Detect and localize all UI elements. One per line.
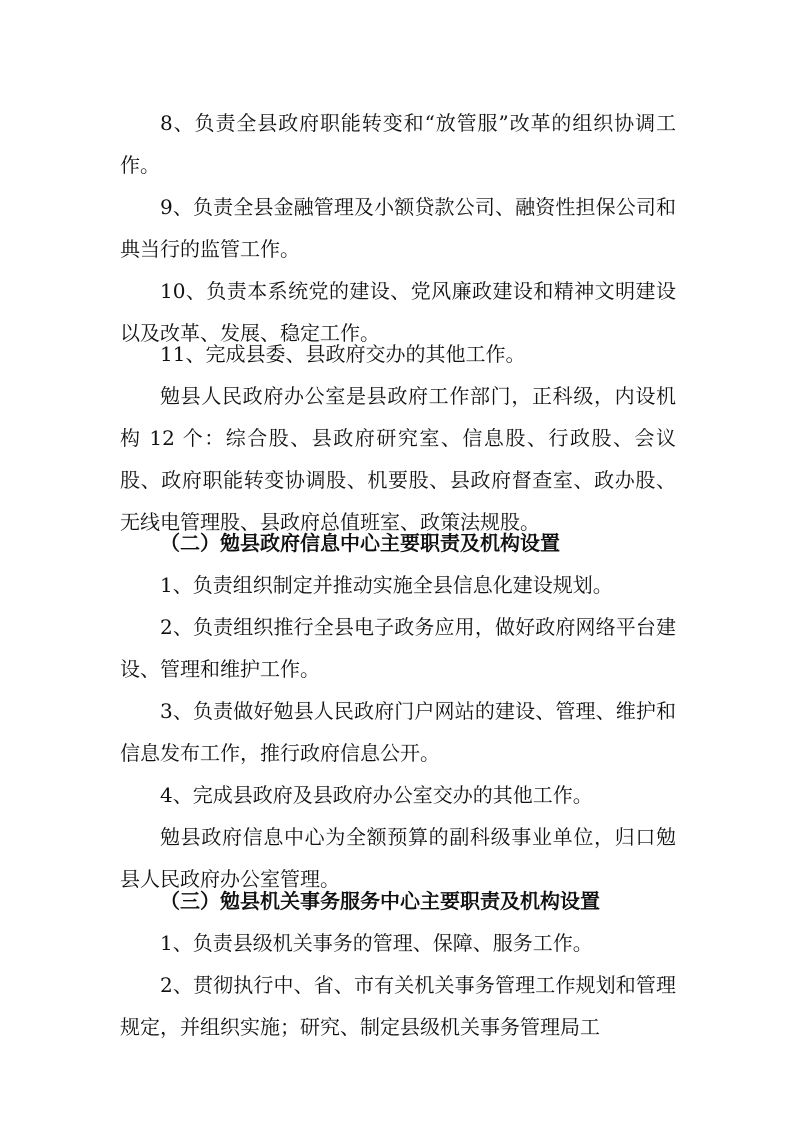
paragraph-item-8: 8、负责全县政府职能转变和“放管服”改革的组织协调工作。 [120, 111, 676, 177]
paragraph-info-center-3: 3、负责做好勉县人民政府门户网站的建设、管理、维护和信息发布工作，推行政府信息公开。 [120, 699, 676, 765]
section-heading-affairs-center: （三）勉县机关事务服务中心主要职责及机构设置 [160, 889, 600, 913]
paragraph-office-overview: 勉县人民政府办公室是县政府工作部门，正科级，内设机构 12 个：综合股、县政府研究室、信息股、行政股、会议股、政府职能转变协调股、机要股、县政府督查室、政办股、无线电管理股、县政府总值班室、政策法规股。 [120, 384, 676, 534]
paragraph-item-9: 9、负责全县金融管理及小额贷款公司、融资性担保公司和典当行的监管工作。 [120, 195, 676, 261]
paragraph-item-11: 11、完成县委、县政府交办的其他工作。 [160, 342, 526, 366]
section-heading-info-center: （二）勉县政府信息中心主要职责及机构设置 [160, 531, 560, 555]
paragraph-item-10: 10、负责本系统党的建设、党风廉政建设和精神文明建设以及改革、发展、稳定工作。 [120, 279, 676, 345]
paragraph-affairs-center-1: 1、负责县级机关事务的管理、保障、服务工作。 [160, 931, 593, 955]
paragraph-info-center-1: 1、负责组织制定并推动实施全县信息化建设规划。 [160, 573, 613, 597]
paragraph-affairs-center-2: 2、贯彻执行中、省、市有关机关事务管理工作规划和管理规定，并组织实施；研究、制定县级机关事务管理局工 [120, 973, 676, 1039]
paragraph-info-center-overview: 勉县政府信息中心为全额预算的副科级事业单位，归口勉县人民政府办公室管理。 [120, 825, 676, 891]
paragraph-info-center-2: 2、负责组织推行全县电子政务应用，做好政府网络平台建设、管理和维护工作。 [120, 615, 676, 681]
paragraph-info-center-4: 4、完成县政府及县政府办公室交办的其他工作。 [160, 783, 593, 807]
